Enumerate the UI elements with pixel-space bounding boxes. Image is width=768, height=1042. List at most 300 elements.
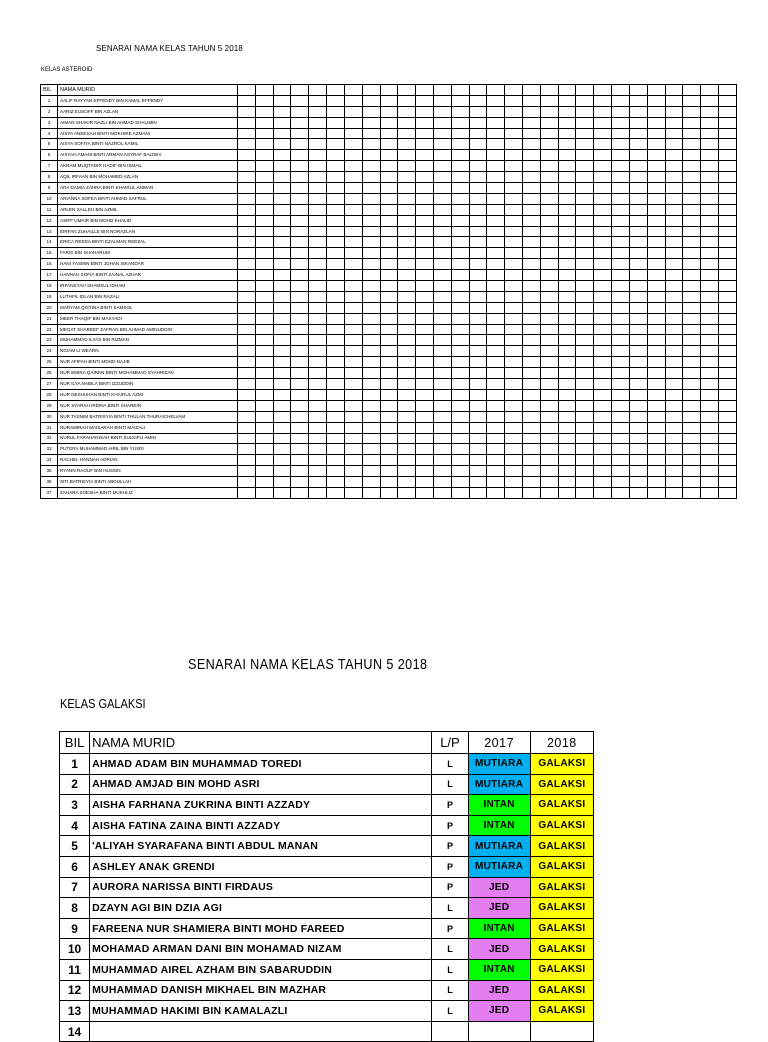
empty-mark-cell	[576, 455, 594, 466]
table-row	[41, 248, 737, 259]
empty-mark-cell	[273, 117, 291, 128]
cell-bil: 9	[60, 918, 90, 939]
empty-mark-cell	[362, 389, 380, 400]
empty-mark-cell	[380, 95, 398, 106]
empty-mark-cell	[701, 270, 719, 281]
empty-mark-cell	[523, 183, 541, 194]
empty-mark-cell	[665, 150, 683, 161]
empty-mark-cell	[255, 422, 273, 433]
empty-mark-cell	[558, 357, 576, 368]
empty-mark-cell	[238, 422, 256, 433]
empty-mark-cell	[647, 226, 665, 237]
empty-mark-cell	[255, 172, 273, 183]
empty-mark-cell	[487, 422, 505, 433]
empty-mark-cell	[523, 281, 541, 292]
empty-mark-cell	[451, 313, 469, 324]
empty-mark-cell	[523, 466, 541, 477]
empty-mark-cell	[362, 444, 380, 455]
empty-mark-cell	[433, 477, 451, 488]
cell-nama: MOHAMAD ARMAN DANI BIN MOHAMAD NIZAM	[90, 939, 432, 960]
empty-mark-cell	[273, 411, 291, 422]
table-row	[60, 815, 594, 836]
empty-mark-cell	[487, 270, 505, 281]
empty-mark-cell	[416, 433, 434, 444]
empty-mark-cell	[238, 466, 256, 477]
cell-bil: 29	[41, 400, 58, 411]
empty-mark-cell	[362, 204, 380, 215]
empty-mark-cell	[701, 357, 719, 368]
empty-mark-cell	[540, 379, 558, 390]
empty-mark-cell	[416, 455, 434, 466]
empty-mark-cell	[665, 291, 683, 302]
empty-mark-cell	[362, 150, 380, 161]
empty-mark-cell	[647, 106, 665, 117]
empty-mark-cell	[594, 346, 612, 357]
empty-mark-cell	[309, 172, 327, 183]
empty-mark-cell	[273, 433, 291, 444]
empty-mark-cell	[380, 313, 398, 324]
empty-mark-cell	[451, 172, 469, 183]
empty-mark-cell	[451, 161, 469, 172]
empty-mark-cell	[344, 444, 362, 455]
empty-mark-cell	[665, 357, 683, 368]
cell-nama: FAREENA NUR SHAMIERA BINTI MOHD FAREED	[90, 918, 432, 939]
empty-mark-cell	[362, 161, 380, 172]
cell-bil: 1	[41, 95, 58, 106]
empty-mark-cell	[469, 368, 487, 379]
empty-mark-cell	[451, 281, 469, 292]
empty-mark-cell	[683, 433, 701, 444]
empty-mark-cell	[291, 379, 309, 390]
empty-mark-cell	[451, 237, 469, 248]
empty-mark-cell	[665, 161, 683, 172]
empty-mark-cell	[629, 335, 647, 346]
empty-mark-cell	[576, 313, 594, 324]
empty-mark-cell	[718, 335, 736, 346]
empty-mark-cell	[309, 477, 327, 488]
empty-mark-cell	[665, 368, 683, 379]
empty-mark-cell	[629, 389, 647, 400]
empty-mark-cell	[398, 455, 416, 466]
table-row	[60, 795, 594, 816]
table-row	[41, 226, 737, 237]
empty-mark-cell	[612, 117, 630, 128]
empty-mark-cell	[718, 237, 736, 248]
empty-mark-cell	[362, 117, 380, 128]
cell-y2017: JED	[468, 939, 530, 960]
empty-mark-cell	[451, 270, 469, 281]
cell-bil: 13	[41, 226, 58, 237]
empty-mark-cell	[612, 400, 630, 411]
empty-mark-cell	[718, 487, 736, 498]
empty-mark-cell	[398, 139, 416, 150]
empty-mark-cell	[629, 259, 647, 270]
empty-mark-cell	[255, 237, 273, 248]
empty-mark-cell	[291, 259, 309, 270]
empty-mark-cell	[451, 183, 469, 194]
empty-mark-cell	[380, 335, 398, 346]
empty-mark-cell	[327, 270, 345, 281]
empty-mark-cell	[469, 379, 487, 390]
empty-mark-cell	[255, 281, 273, 292]
empty-mark-cell	[505, 248, 523, 259]
empty-mark-cell	[469, 466, 487, 477]
empty-mark-cell	[665, 389, 683, 400]
empty-mark-cell	[505, 270, 523, 281]
empty-mark-cell	[255, 477, 273, 488]
cell-bil: 26	[41, 368, 58, 379]
empty-mark-cell	[344, 139, 362, 150]
empty-mark-cell	[718, 204, 736, 215]
cell-bil: 5	[60, 836, 90, 857]
empty-mark-cell	[291, 95, 309, 106]
empty-mark-cell	[433, 411, 451, 422]
empty-mark-cell	[540, 433, 558, 444]
empty-mark-cell	[558, 346, 576, 357]
empty-mark-cell	[469, 324, 487, 335]
empty-mark-cell	[612, 313, 630, 324]
cell-y2018: GALAKSI	[530, 1001, 593, 1022]
empty-mark-cell	[523, 270, 541, 281]
empty-mark-cell	[469, 215, 487, 226]
empty-mark-cell	[273, 161, 291, 172]
empty-mark-cell	[291, 400, 309, 411]
empty-mark-cell	[523, 487, 541, 498]
empty-mark-cell	[558, 226, 576, 237]
cell-nama: FARIS BIN SHAHARUM	[58, 248, 238, 259]
empty-mark-cell	[433, 270, 451, 281]
empty-mark-cell	[273, 422, 291, 433]
empty-mark-cell	[505, 346, 523, 357]
empty-mark-cell	[505, 128, 523, 139]
cell-bil: 17	[41, 270, 58, 281]
empty-mark-cell	[416, 215, 434, 226]
empty-mark-cell	[433, 172, 451, 183]
empty-mark-cell	[433, 389, 451, 400]
empty-mark-cell	[558, 106, 576, 117]
empty-mark-cell	[505, 487, 523, 498]
empty-mark-cell	[487, 204, 505, 215]
empty-mark-cell	[344, 226, 362, 237]
empty-mark-cell	[612, 389, 630, 400]
empty-mark-cell	[451, 259, 469, 270]
empty-mark-cell	[344, 117, 362, 128]
cell-bil: 2	[60, 774, 90, 795]
empty-mark-cell	[362, 411, 380, 422]
table-row	[41, 335, 737, 346]
empty-mark-cell	[683, 466, 701, 477]
empty-mark-cell	[291, 215, 309, 226]
cell-lp: L	[432, 980, 468, 1001]
table-row	[60, 980, 594, 1001]
empty-mark-cell	[344, 172, 362, 183]
empty-mark-cell	[612, 291, 630, 302]
empty-mark-cell	[451, 487, 469, 498]
cell-nama: AURORA NARISSA BINTI FIRDAUS	[90, 877, 432, 898]
empty-mark-cell	[255, 313, 273, 324]
empty-mark-cell	[273, 106, 291, 117]
empty-mark-cell	[701, 106, 719, 117]
table-row	[41, 411, 737, 422]
empty-mark-cell	[612, 346, 630, 357]
table-row	[60, 774, 594, 795]
table-row	[60, 877, 594, 898]
empty-mark-cell	[647, 477, 665, 488]
empty-mark-cell	[576, 444, 594, 455]
cell-y2018: GALAKSI	[530, 939, 593, 960]
empty-mark-cell	[416, 237, 434, 248]
empty-mark-cell	[327, 302, 345, 313]
empty-mark-cell	[683, 313, 701, 324]
empty-mark-cell	[327, 422, 345, 433]
empty-mark-cell	[273, 466, 291, 477]
empty-mark-cell	[523, 324, 541, 335]
cell-nama: NUR TASNIM BATRISYIA BINTI THULAN THURAICHELVAM	[58, 411, 238, 422]
empty-mark-cell	[469, 389, 487, 400]
empty-mark-cell	[451, 357, 469, 368]
empty-mark-cell	[416, 346, 434, 357]
empty-mark-cell	[344, 85, 362, 96]
empty-mark-cell	[362, 466, 380, 477]
empty-mark-cell	[594, 248, 612, 259]
cell-y2017: MUTIARA	[468, 856, 530, 877]
empty-mark-cell	[612, 270, 630, 281]
empty-mark-cell	[487, 433, 505, 444]
empty-mark-cell	[451, 95, 469, 106]
empty-mark-cell	[238, 455, 256, 466]
empty-mark-cell	[594, 139, 612, 150]
empty-mark-cell	[523, 248, 541, 259]
cell-y2017: MUTIARA	[468, 836, 530, 857]
empty-mark-cell	[309, 313, 327, 324]
empty-mark-cell	[344, 281, 362, 292]
empty-mark-cell	[629, 128, 647, 139]
empty-mark-cell	[612, 161, 630, 172]
empty-mark-cell	[291, 487, 309, 498]
empty-mark-cell	[344, 313, 362, 324]
empty-mark-cell	[327, 150, 345, 161]
empty-mark-cell	[327, 400, 345, 411]
empty-mark-cell	[327, 259, 345, 270]
empty-mark-cell	[291, 422, 309, 433]
empty-mark-cell	[451, 85, 469, 96]
empty-mark-cell	[398, 291, 416, 302]
empty-mark-cell	[558, 139, 576, 150]
empty-mark-cell	[255, 226, 273, 237]
empty-mark-cell	[238, 400, 256, 411]
table-row	[60, 856, 594, 877]
empty-mark-cell	[255, 270, 273, 281]
empty-mark-cell	[433, 281, 451, 292]
cell-nama: AARIZ EUSOFF BIN AZLAN	[58, 106, 238, 117]
empty-mark-cell	[309, 204, 327, 215]
empty-mark-cell	[612, 139, 630, 150]
empty-mark-cell	[718, 226, 736, 237]
empty-mark-cell	[576, 237, 594, 248]
empty-mark-cell	[327, 106, 345, 117]
empty-mark-cell	[629, 477, 647, 488]
empty-mark-cell	[309, 422, 327, 433]
empty-mark-cell	[291, 106, 309, 117]
empty-mark-cell	[718, 150, 736, 161]
empty-mark-cell	[558, 477, 576, 488]
empty-mark-cell	[612, 85, 630, 96]
empty-mark-cell	[683, 281, 701, 292]
empty-mark-cell	[487, 444, 505, 455]
empty-mark-cell	[327, 248, 345, 259]
empty-mark-cell	[398, 335, 416, 346]
empty-mark-cell	[433, 313, 451, 324]
empty-mark-cell	[487, 95, 505, 106]
empty-mark-cell	[540, 281, 558, 292]
empty-mark-cell	[505, 204, 523, 215]
empty-mark-cell	[238, 106, 256, 117]
empty-mark-cell	[309, 335, 327, 346]
empty-mark-cell	[558, 150, 576, 161]
empty-mark-cell	[309, 357, 327, 368]
empty-mark-cell	[469, 270, 487, 281]
empty-mark-cell	[629, 281, 647, 292]
empty-mark-cell	[718, 422, 736, 433]
empty-mark-cell	[540, 128, 558, 139]
empty-mark-cell	[238, 357, 256, 368]
empty-mark-cell	[718, 259, 736, 270]
empty-mark-cell	[362, 313, 380, 324]
empty-mark-cell	[238, 95, 256, 106]
empty-mark-cell	[344, 357, 362, 368]
empty-mark-cell	[433, 237, 451, 248]
empty-mark-cell	[291, 433, 309, 444]
empty-mark-cell	[594, 368, 612, 379]
empty-mark-cell	[647, 139, 665, 150]
empty-mark-cell	[362, 487, 380, 498]
empty-mark-cell	[683, 357, 701, 368]
empty-mark-cell	[327, 95, 345, 106]
empty-mark-cell	[433, 379, 451, 390]
empty-mark-cell	[469, 346, 487, 357]
cell-bil: 20	[41, 302, 58, 313]
empty-mark-cell	[309, 291, 327, 302]
empty-mark-cell	[344, 106, 362, 117]
empty-mark-cell	[505, 259, 523, 270]
empty-mark-cell	[629, 487, 647, 498]
empty-mark-cell	[576, 226, 594, 237]
empty-mark-cell	[683, 139, 701, 150]
empty-mark-cell	[344, 477, 362, 488]
empty-mark-cell	[309, 106, 327, 117]
empty-mark-cell	[576, 248, 594, 259]
cell-lp: L	[432, 898, 468, 919]
empty-mark-cell	[309, 302, 327, 313]
empty-mark-cell	[665, 106, 683, 117]
empty-mark-cell	[576, 422, 594, 433]
empty-mark-cell	[327, 466, 345, 477]
empty-mark-cell	[327, 139, 345, 150]
cell-nama: IRFANSYAH SHAMSUL IDHAM	[58, 281, 238, 292]
empty-mark-cell	[362, 139, 380, 150]
empty-mark-cell	[718, 411, 736, 422]
cell-y2017	[468, 1021, 530, 1042]
empty-mark-cell	[309, 455, 327, 466]
cell-bil: 23	[41, 335, 58, 346]
empty-mark-cell	[665, 139, 683, 150]
empty-mark-cell	[433, 117, 451, 128]
empty-mark-cell	[255, 302, 273, 313]
empty-mark-cell	[629, 422, 647, 433]
empty-mark-cell	[451, 379, 469, 390]
empty-mark-cell	[505, 335, 523, 346]
empty-mark-cell	[291, 150, 309, 161]
empty-mark-cell	[291, 455, 309, 466]
empty-mark-cell	[433, 183, 451, 194]
empty-mark-cell	[629, 183, 647, 194]
empty-mark-cell	[469, 85, 487, 96]
empty-mark-cell	[309, 324, 327, 335]
empty-mark-cell	[469, 161, 487, 172]
empty-mark-cell	[416, 139, 434, 150]
empty-mark-cell	[380, 161, 398, 172]
cell-lp: P	[432, 795, 468, 816]
empty-mark-cell	[309, 95, 327, 106]
empty-mark-cell	[647, 444, 665, 455]
empty-mark-cell	[629, 204, 647, 215]
empty-mark-cell	[398, 183, 416, 194]
empty-mark-cell	[327, 411, 345, 422]
empty-mark-cell	[647, 302, 665, 313]
empty-mark-cell	[291, 248, 309, 259]
empty-mark-cell	[327, 379, 345, 390]
empty-mark-cell	[487, 477, 505, 488]
empty-mark-cell	[255, 215, 273, 226]
empty-mark-cell	[523, 128, 541, 139]
empty-mark-cell	[398, 444, 416, 455]
empty-mark-cell	[523, 172, 541, 183]
empty-mark-cell	[398, 161, 416, 172]
empty-mark-cell	[273, 444, 291, 455]
empty-mark-cell	[647, 379, 665, 390]
empty-mark-cell	[558, 313, 576, 324]
cell-lp: P	[432, 836, 468, 857]
empty-mark-cell	[523, 237, 541, 248]
empty-mark-cell	[540, 466, 558, 477]
empty-mark-cell	[433, 433, 451, 444]
empty-mark-cell	[558, 172, 576, 183]
empty-mark-cell	[701, 128, 719, 139]
empty-mark-cell	[523, 313, 541, 324]
empty-mark-cell	[469, 281, 487, 292]
empty-mark-cell	[309, 215, 327, 226]
empty-mark-cell	[416, 193, 434, 204]
empty-mark-cell	[362, 281, 380, 292]
empty-mark-cell	[576, 183, 594, 194]
empty-mark-cell	[416, 248, 434, 259]
empty-mark-cell	[540, 487, 558, 498]
cell-bil: 3	[60, 795, 90, 816]
empty-mark-cell	[523, 368, 541, 379]
empty-mark-cell	[505, 313, 523, 324]
empty-mark-cell	[540, 172, 558, 183]
empty-mark-cell	[505, 411, 523, 422]
empty-mark-cell	[683, 117, 701, 128]
empty-mark-cell	[612, 379, 630, 390]
empty-mark-cell	[309, 281, 327, 292]
empty-mark-cell	[594, 389, 612, 400]
empty-mark-cell	[433, 357, 451, 368]
empty-mark-cell	[273, 281, 291, 292]
empty-mark-cell	[433, 161, 451, 172]
empty-mark-cell	[255, 335, 273, 346]
empty-mark-cell	[398, 193, 416, 204]
